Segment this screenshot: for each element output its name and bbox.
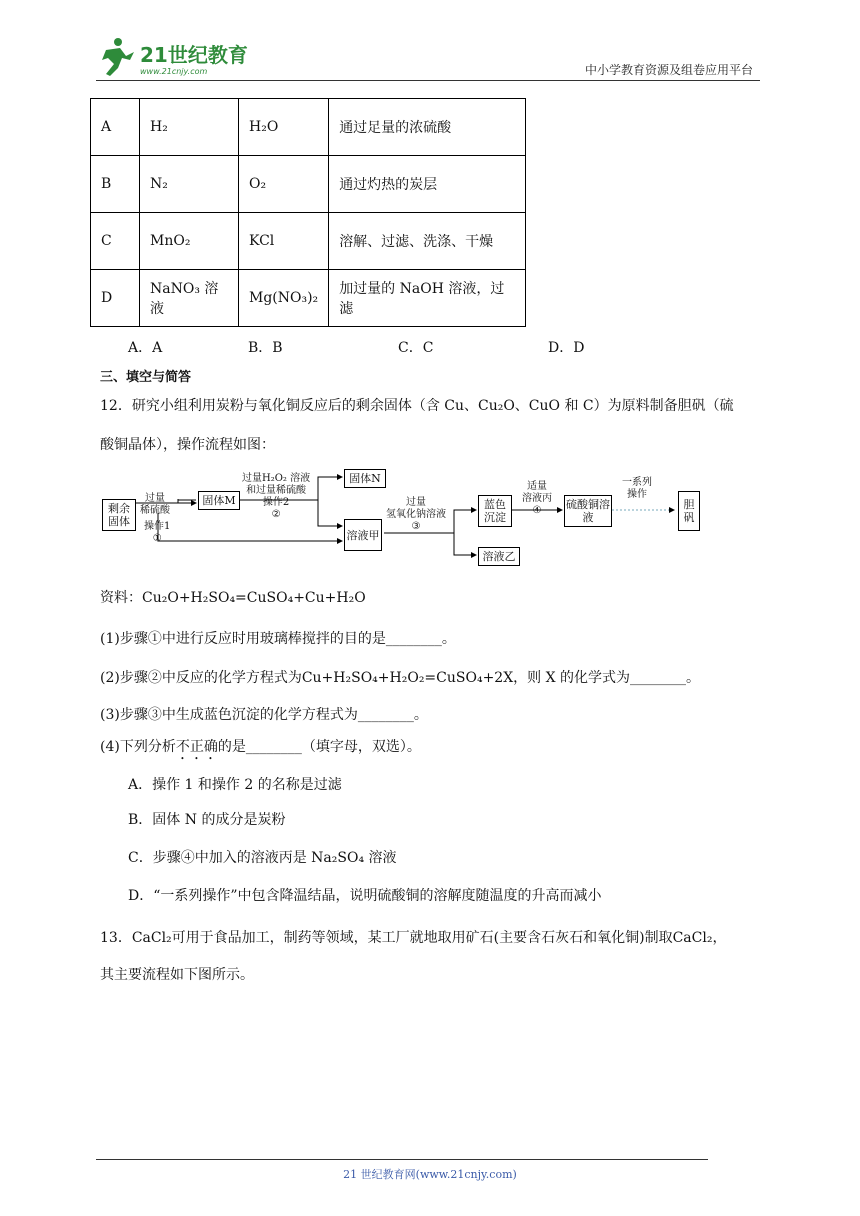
row-letter: C: [91, 213, 140, 270]
q12-sub1: (1)步骤①中进行反应时用玻璃棒搅拌的目的是________。: [100, 631, 456, 647]
q12-stem-line2: 酸铜晶体），操作流程如图：: [100, 437, 275, 453]
row-letter: B: [91, 156, 140, 213]
row-letter: A: [91, 99, 140, 156]
choice-b[interactable]: B．B: [248, 340, 283, 356]
impurity-cell: KCl: [239, 213, 329, 270]
label-step4: 适量 溶液丙 ④: [522, 481, 552, 516]
platform-name: 中小学教育资源及组卷应用平台: [584, 63, 753, 77]
q13-stem-line2: 其主要流程如下图所示。: [100, 967, 254, 983]
logo: [96, 36, 256, 80]
impurity-cell: O₂: [239, 156, 329, 213]
choice-c[interactable]: C．C: [398, 340, 434, 356]
method-cell: 通过灼热的炭层: [329, 156, 526, 213]
substance-cell: N₂: [140, 156, 239, 213]
box-solid-m: 固体M: [198, 491, 240, 510]
q12-option-a[interactable]: A．操作 1 和操作 2 的名称是过滤: [128, 777, 342, 793]
process-flowchart: [98, 463, 708, 578]
q12-option-c[interactable]: C．步骤④中加入的溶液丙是 Na₂SO₄ 溶液: [128, 850, 397, 866]
label-step1-op: 操作1 ①: [144, 521, 171, 544]
box-solution-jia: 溶液甲: [344, 519, 382, 551]
table-row: [91, 270, 526, 327]
method-cell: 溶解、过滤、洗涤、干燥: [329, 213, 526, 270]
logo-url: www.21cnjy.com: [140, 67, 208, 76]
label-step1: 过量 稀硫酸: [140, 493, 170, 516]
q12-sub2: (2)步骤②中反应的化学方程式为Cu+H₂SO₄+H₂O₂=CuSO₄+2X，则 X 的化学式为________。: [100, 670, 701, 686]
box-blue-vitriol: 胆矾: [678, 491, 700, 531]
impurity-cell: H₂O: [239, 99, 329, 156]
q12-info: 资料：Cu₂O+H₂SO₄=CuSO₄+Cu+H₂O: [100, 590, 366, 606]
table-row: [91, 99, 526, 156]
q12-sub3: (3)步骤③中生成蓝色沉淀的化学方程式为________。: [100, 707, 428, 723]
substance-cell: NaNO₃ 溶液: [140, 270, 239, 327]
box-copper-sulfate: 硫酸铜溶液: [564, 495, 612, 527]
box-solution-yi: 溶液乙: [478, 547, 520, 566]
box-blue-precipitate: 蓝色沉淀: [478, 495, 512, 527]
box-remaining-solid: 剩余固体: [102, 499, 136, 531]
choice-d[interactable]: D．D: [548, 340, 585, 356]
section-title: 三、填空与简答: [100, 370, 192, 385]
label-series-ops: 一系列 操作: [622, 477, 652, 500]
footer-text[interactable]: 21 世纪教育网(www.21cnjy.com): [343, 1168, 517, 1181]
substance-cell: MnO₂: [140, 213, 239, 270]
q12-sub4: (4)下列分析不正确的是________（填字母，双选）。: [100, 739, 421, 755]
header-divider: [96, 80, 760, 81]
q13-stem-line1: 13．CaCl₂可用于食品加工，制药等领域，某工厂就地取用矿石(主要含石灰石和氧化铜)制取CaCl₂，: [100, 930, 727, 946]
q12-option-b[interactable]: B．固体 N 的成分是炭粉: [128, 812, 286, 828]
method-cell: 通过足量的浓硫酸: [329, 99, 526, 156]
emphasis-text: 不正确: [175, 739, 218, 755]
q12-stem-line1: 12．研究小组利用炭粉与氧化铜反应后的剩余固体（含 Cu、Cu₂O、CuO 和 C）为原料制备胆矾（硫: [100, 398, 734, 414]
footer-divider: [96, 1159, 708, 1160]
label-step3: 过量 氢氧化钠溶液 ③: [386, 497, 446, 532]
impurity-cell: Mg(NO₃)₂: [239, 270, 329, 327]
logo-text: 21世纪教育: [140, 43, 248, 67]
options-table: [90, 98, 526, 327]
box-solid-n: 固体N: [344, 469, 386, 488]
method-cell: 加过量的 NaOH 溶液，过滤: [329, 270, 526, 327]
table-row: [91, 213, 526, 270]
table-row: [91, 156, 526, 213]
choice-a[interactable]: A．A: [128, 340, 163, 356]
runner-icon: [102, 38, 134, 76]
label-step2: 过量H₂O₂ 溶液 和过量稀硫酸 操作2 ②: [242, 473, 311, 520]
row-letter: D: [91, 270, 140, 327]
q12-option-d[interactable]: D．“一系列操作”中包含降温结晶，说明硫酸铜的溶解度随温度的升高而减小: [128, 888, 602, 904]
substance-cell: H₂: [140, 99, 239, 156]
